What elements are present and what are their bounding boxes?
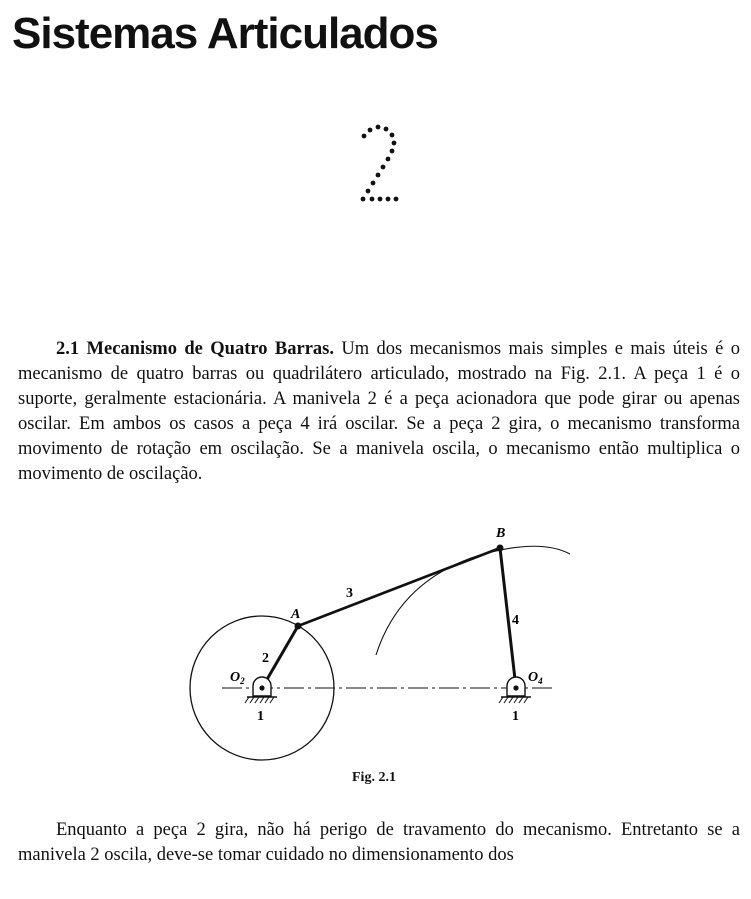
section-text: Um dos mecanismos mais simples e mais úteis é o mecanismo de quatro barras ou quadrilátero articulado, mostrado na Fig. 2.1. A peça 1 é o suporte, geralmente estacionária. A manivela 2 é a peça acionadora que pode girar ou apenas oscilar. Em ambos os casos a peça 4 irá oscilar. Se a peça 2 gira, o mecanismo transforma movimento de rotação em oscilação. Se a manivela oscila, o mecanismo então multiplica o movimento de oscilação. <box>18 339 740 484</box>
label-link-2: 2 <box>262 651 269 666</box>
label-o2 <box>230 670 245 686</box>
label-o2-letter: O <box>230 670 241 685</box>
pivot-o4-pin <box>513 685 518 690</box>
joint-a <box>295 623 302 630</box>
figure-caption: Fig. 2.1 <box>352 770 396 785</box>
label-o4-letter: O <box>528 670 539 685</box>
label-o2-sub: 2 <box>240 676 245 686</box>
link-3 <box>298 548 500 626</box>
four-bar-linkage-figure <box>150 520 590 770</box>
ground-o4-hatch <box>499 697 528 703</box>
label-ground-left: 1 <box>257 709 264 724</box>
label-ground-right: 1 <box>512 709 519 724</box>
label-o4 <box>528 670 543 686</box>
label-a: A <box>291 607 301 622</box>
label-o4-sub: 4 <box>538 676 543 686</box>
label-b: B <box>496 526 506 541</box>
chapter-number <box>348 118 408 208</box>
label-link-3: 3 <box>346 586 353 601</box>
section-heading: 2.1 Mecanismo de Quatro Barras. <box>56 339 334 359</box>
chapter-title: Sistemas Articulados <box>12 9 438 58</box>
ground-o2-hatch <box>245 697 274 703</box>
pivot-o2-pin <box>259 685 264 690</box>
paragraph-2: Enquanto a peça 2 gira, não há perigo de travamento do mecanismo. Entretanto se a manivela 2 oscila, deve-se tomar cuidado no dimensionamento dos <box>18 820 740 865</box>
chapter-number-dots <box>361 125 399 202</box>
arc-path-b <box>376 546 570 655</box>
section-paragraph <box>18 337 740 487</box>
label-link-4: 4 <box>512 613 519 628</box>
joint-b <box>497 545 504 552</box>
